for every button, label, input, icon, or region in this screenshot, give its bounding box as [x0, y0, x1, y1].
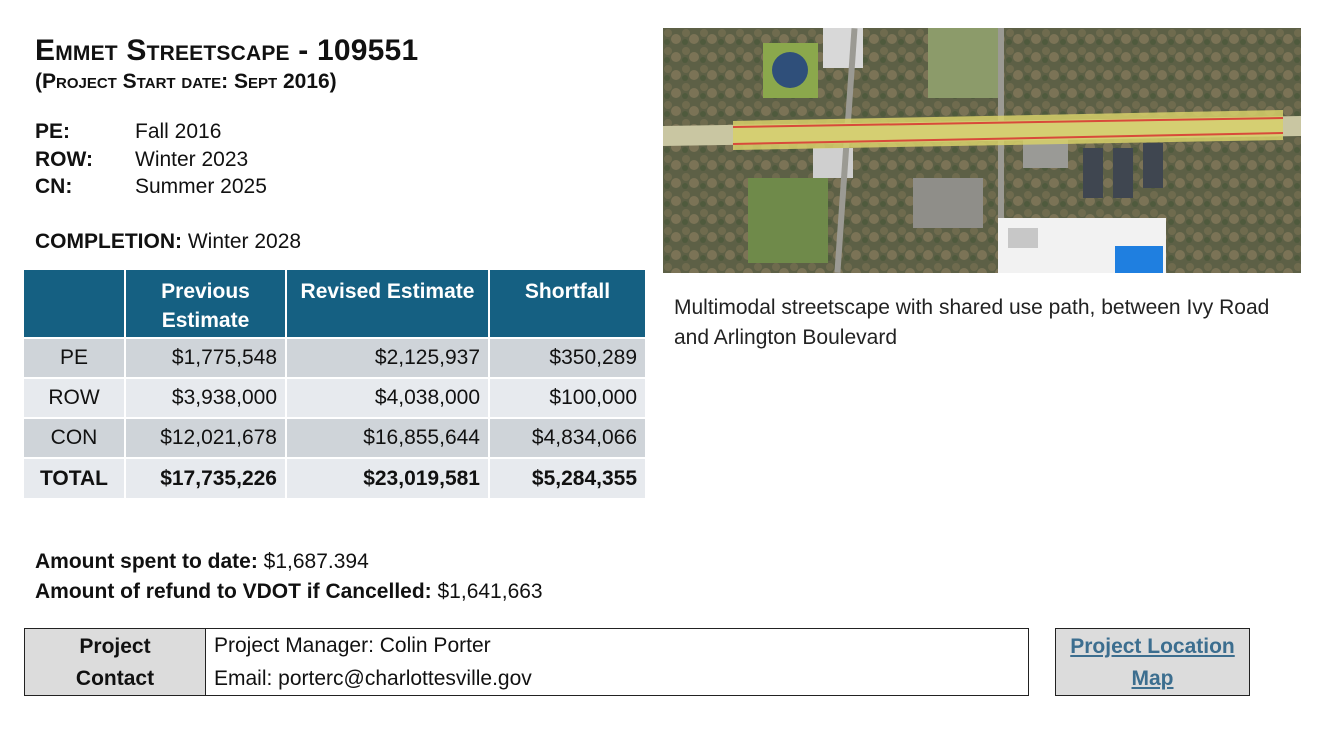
project-location-map-link[interactable] [1070, 635, 1235, 690]
schedule-pe [35, 120, 221, 144]
schedule-value: Winter 2023 [135, 148, 249, 171]
refund-amount [35, 580, 543, 604]
table-row-total [24, 458, 646, 498]
project-description: Multimodal streetscape with shared use path, between Ivy Road and Arlington Boulevard [674, 296, 1270, 349]
row-label: ROW [24, 378, 125, 418]
table-row [24, 418, 646, 458]
contact-heading-line: Project [79, 635, 151, 658]
aerial-map-graphic [663, 28, 1301, 273]
previous-value: $1,775,548 [125, 338, 286, 378]
table-row [24, 338, 646, 378]
schedule-cn [35, 175, 267, 199]
refund-label: Amount of refund to VDOT if Cancelled: [35, 580, 432, 603]
row-label: PE [24, 338, 125, 378]
project-contact-heading [25, 629, 206, 695]
revised-value: $23,019,581 [286, 458, 489, 498]
schedule-value: Summer 2025 [135, 175, 267, 198]
row-label: CON [24, 418, 125, 458]
previous-value: $3,938,000 [125, 378, 286, 418]
project-manager: Project Manager: Colin Porter [214, 634, 491, 657]
project-contact-box [24, 628, 1029, 696]
amount-spent [35, 550, 369, 574]
project-location-map-box [1055, 628, 1250, 696]
revised-value: $16,855,644 [286, 418, 489, 458]
contact-heading-line: Contact [75, 667, 155, 690]
completion-label: COMPLETION: [35, 230, 182, 253]
contact-details [206, 629, 532, 695]
revised-value: $4,038,000 [286, 378, 489, 418]
schedule-row [35, 148, 248, 172]
shortfall-value: $100,000 [489, 378, 646, 418]
schedule-label: CN: [35, 175, 73, 198]
schedule-value: Fall 2016 [135, 120, 222, 143]
shortfall-value: $350,289 [489, 338, 646, 378]
header-revised-estimate: Revised Estimate [286, 270, 489, 338]
amount-spent-label: Amount spent to date: [35, 550, 258, 573]
link-line: Project Location [1070, 635, 1235, 658]
schedule-label: PE: [35, 120, 71, 143]
project-start-date: (Project Start date: Sept 2016) [35, 70, 337, 93]
revised-value: $2,125,937 [286, 338, 489, 378]
link-line: Map [1131, 667, 1174, 690]
shortfall-value: $4,834,066 [489, 418, 646, 458]
completion-date [35, 230, 301, 254]
header-shortfall: Shortfall [489, 270, 646, 338]
completion-value: Winter 2028 [187, 230, 302, 253]
schedule-label: ROW: [35, 148, 93, 171]
amount-spent-value: $1,687.394 [263, 550, 369, 573]
page-title: Emmet Streetscape - 109551 [35, 34, 419, 67]
project-aerial-map-image [663, 28, 1301, 273]
refund-value: $1,641,663 [437, 580, 543, 603]
table-row [24, 378, 646, 418]
shortfall-value: $5,284,355 [489, 458, 646, 498]
previous-value: $17,735,226 [125, 458, 286, 498]
contact-email: Email: porterc@charlottesville.gov [214, 667, 532, 690]
budget-header-row [24, 270, 646, 338]
budget-table [24, 270, 647, 498]
header-cell-empty [24, 270, 125, 338]
header-previous-estimate: Previous Estimate [125, 270, 286, 338]
previous-value: $12,021,678 [125, 418, 286, 458]
row-label: TOTAL [24, 458, 125, 498]
